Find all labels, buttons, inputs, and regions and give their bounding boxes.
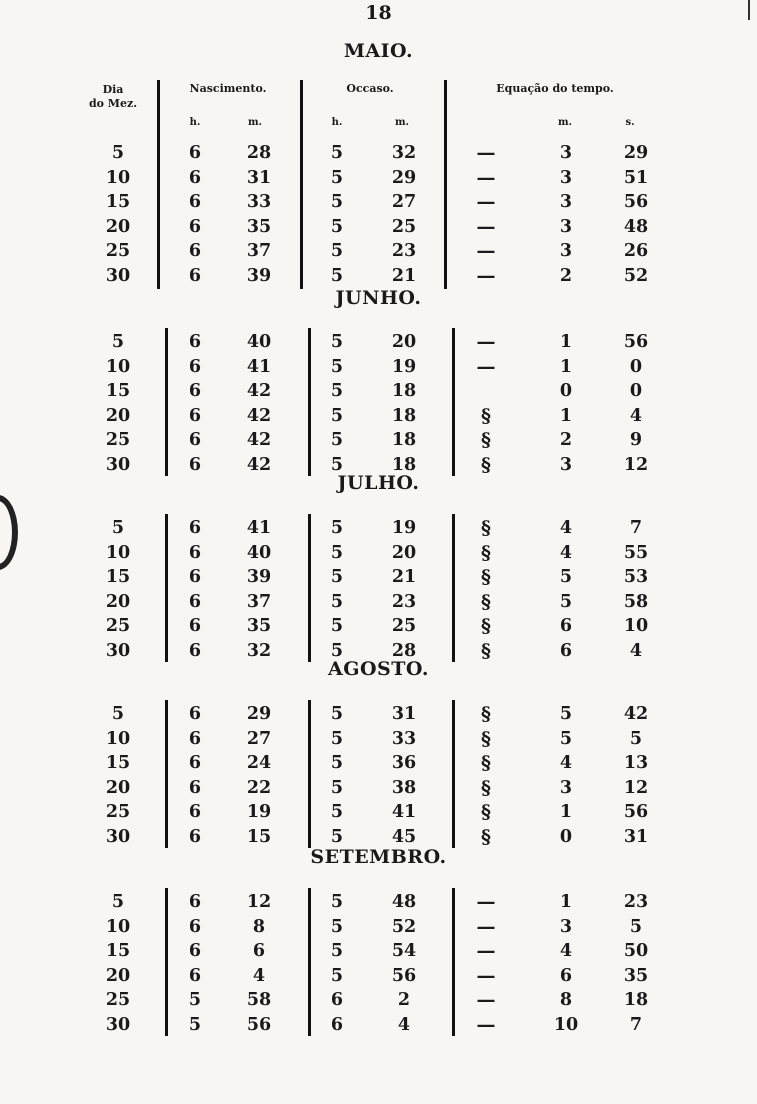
cell-rise-m: 35 bbox=[246, 216, 272, 237]
cell-sign: § bbox=[481, 801, 491, 824]
cell-rise-h: 6 bbox=[188, 567, 202, 588]
subheader-eq-s: s. bbox=[625, 117, 635, 128]
cell-eq-s: 4 bbox=[629, 405, 643, 426]
cell-set-m: 18 bbox=[391, 405, 417, 426]
cell-day: 5 bbox=[111, 332, 125, 352]
cell-set-h: 5 bbox=[330, 704, 344, 724]
cell-set-h: 5 bbox=[330, 567, 344, 588]
cell-sign: § bbox=[481, 826, 491, 848]
cell-rise-m: 42 bbox=[246, 455, 272, 475]
cell-eq-s: 7 bbox=[629, 1015, 643, 1035]
cell-set-m: 25 bbox=[391, 616, 417, 637]
cell-day: 25 bbox=[105, 802, 131, 823]
cell-rise-m: 4 bbox=[252, 965, 266, 986]
cell-set-m: 23 bbox=[391, 591, 417, 612]
cell-sign: § bbox=[481, 454, 491, 476]
cell-set-m: 45 bbox=[391, 827, 417, 847]
cell-eq-s: 52 bbox=[623, 266, 649, 286]
cell-eq-m: 1 bbox=[559, 332, 573, 352]
cell-eq-m: 3 bbox=[559, 916, 573, 937]
cell-set-h: 5 bbox=[330, 356, 344, 377]
column-rule bbox=[452, 328, 455, 476]
cell-set-m: 18 bbox=[391, 381, 417, 402]
cell-rise-h: 6 bbox=[188, 802, 202, 823]
cell-eq-m: 3 bbox=[559, 241, 573, 262]
header-do-mez: do Mez. bbox=[88, 97, 138, 110]
cell-rise-h: 6 bbox=[188, 455, 202, 475]
cell-rise-h: 6 bbox=[188, 430, 202, 451]
subheader-rise-m: m. bbox=[247, 117, 263, 128]
cell-eq-m: 3 bbox=[559, 455, 573, 475]
cell-rise-m: 42 bbox=[246, 430, 272, 451]
cell-set-m: 27 bbox=[391, 192, 417, 213]
cell-eq-s: 29 bbox=[623, 143, 649, 163]
cell-rise-h: 6 bbox=[188, 542, 202, 563]
cell-set-h: 5 bbox=[330, 167, 344, 188]
cell-rise-m: 40 bbox=[246, 332, 272, 352]
cell-sign: — bbox=[476, 191, 496, 214]
cell-eq-m: 8 bbox=[559, 990, 573, 1011]
cell-set-m: 19 bbox=[391, 518, 417, 538]
cell-rise-m: 22 bbox=[246, 777, 272, 798]
cell-day: 15 bbox=[105, 567, 131, 588]
cell-rise-m: 40 bbox=[246, 542, 272, 563]
cell-rise-h: 6 bbox=[188, 753, 202, 774]
cell-rise-m: 42 bbox=[246, 381, 272, 402]
cell-sign: § bbox=[481, 517, 491, 539]
cell-day: 10 bbox=[105, 356, 131, 377]
cell-day: 30 bbox=[105, 266, 131, 286]
cell-day: 25 bbox=[105, 430, 131, 451]
cell-eq-m: 4 bbox=[559, 941, 573, 962]
cell-rise-h: 6 bbox=[188, 332, 202, 352]
cell-set-m: 23 bbox=[391, 241, 417, 262]
column-rule bbox=[444, 80, 447, 289]
cell-set-h: 5 bbox=[330, 518, 344, 538]
cell-day: 20 bbox=[105, 216, 131, 237]
cell-day: 15 bbox=[105, 941, 131, 962]
subheader-rise-h: h. bbox=[189, 117, 201, 128]
cell-day: 5 bbox=[111, 704, 125, 724]
cell-sign: — bbox=[476, 142, 496, 164]
cell-sign: — bbox=[476, 989, 496, 1012]
cell-eq-s: 55 bbox=[623, 542, 649, 563]
month-title: SETEMBRO. bbox=[310, 846, 447, 868]
month-title: JULHO. bbox=[337, 472, 420, 494]
cell-set-h: 5 bbox=[330, 616, 344, 637]
cell-set-m: 2 bbox=[397, 990, 411, 1011]
cell-rise-m: 33 bbox=[246, 192, 272, 213]
cell-sign: — bbox=[476, 166, 496, 189]
cell-day: 5 bbox=[111, 518, 125, 538]
cell-eq-m: 4 bbox=[559, 518, 573, 538]
cell-rise-h: 6 bbox=[188, 941, 202, 962]
cell-eq-m: 5 bbox=[559, 591, 573, 612]
cell-rise-m: 12 bbox=[246, 892, 272, 912]
cell-sign: — bbox=[476, 940, 496, 963]
subheader-eq-m: m. bbox=[557, 117, 573, 128]
cell-rise-h: 6 bbox=[188, 641, 202, 661]
cell-eq-m: 3 bbox=[559, 216, 573, 237]
cell-set-h: 5 bbox=[330, 455, 344, 475]
cell-set-m: 56 bbox=[391, 965, 417, 986]
cell-eq-s: 5 bbox=[629, 728, 643, 749]
cell-day: 30 bbox=[105, 827, 131, 847]
cell-rise-m: 28 bbox=[246, 143, 272, 163]
cell-rise-h: 6 bbox=[188, 192, 202, 213]
cell-eq-m: 1 bbox=[559, 405, 573, 426]
cell-day: 10 bbox=[105, 728, 131, 749]
page-number: 18 bbox=[365, 2, 392, 24]
cell-set-h: 5 bbox=[330, 381, 344, 402]
cell-rise-h: 6 bbox=[188, 143, 202, 163]
cell-eq-m: 3 bbox=[559, 167, 573, 188]
cell-sign: — bbox=[476, 265, 496, 287]
cell-rise-m: 6 bbox=[252, 941, 266, 962]
cell-rise-h: 6 bbox=[188, 266, 202, 286]
cell-eq-m: 0 bbox=[559, 381, 573, 402]
cell-day: 15 bbox=[105, 381, 131, 402]
cell-sign: — bbox=[476, 331, 496, 353]
cell-set-h: 5 bbox=[330, 753, 344, 774]
cell-set-m: 18 bbox=[391, 455, 417, 475]
cell-rise-h: 5 bbox=[188, 990, 202, 1011]
cell-rise-m: 24 bbox=[246, 753, 272, 774]
cell-sign: — bbox=[476, 215, 496, 238]
cell-rise-m: 56 bbox=[246, 1015, 272, 1035]
cell-set-h: 5 bbox=[330, 892, 344, 912]
cell-eq-m: 6 bbox=[559, 641, 573, 661]
cell-eq-s: 18 bbox=[623, 990, 649, 1011]
cell-set-h: 5 bbox=[330, 916, 344, 937]
cell-sign: § bbox=[481, 703, 491, 725]
cell-set-m: 29 bbox=[391, 167, 417, 188]
cell-eq-s: 5 bbox=[629, 916, 643, 937]
cell-rise-m: 37 bbox=[246, 241, 272, 262]
cell-rise-m: 39 bbox=[246, 567, 272, 588]
cell-set-h: 5 bbox=[330, 802, 344, 823]
cell-rise-m: 31 bbox=[246, 167, 272, 188]
cell-set-h: 6 bbox=[330, 1015, 344, 1035]
cell-eq-s: 4 bbox=[629, 641, 643, 661]
column-rule bbox=[308, 700, 311, 848]
column-rule bbox=[308, 888, 311, 1036]
column-rule bbox=[165, 328, 168, 476]
cell-eq-s: 48 bbox=[623, 216, 649, 237]
month-title: AGOSTO. bbox=[328, 658, 429, 680]
cell-set-m: 20 bbox=[391, 332, 417, 352]
cell-rise-h: 6 bbox=[188, 728, 202, 749]
cell-eq-s: 0 bbox=[629, 381, 643, 402]
cell-eq-s: 12 bbox=[623, 777, 649, 798]
cell-eq-m: 10 bbox=[553, 1015, 579, 1035]
cell-eq-s: 10 bbox=[623, 616, 649, 637]
cell-rise-h: 6 bbox=[188, 405, 202, 426]
cell-eq-m: 6 bbox=[559, 616, 573, 637]
binding-hole-mark bbox=[0, 495, 18, 570]
cell-rise-m: 29 bbox=[246, 704, 272, 724]
cell-set-h: 5 bbox=[330, 542, 344, 563]
cell-eq-m: 1 bbox=[559, 892, 573, 912]
cell-set-h: 5 bbox=[330, 827, 344, 847]
cell-set-m: 25 bbox=[391, 216, 417, 237]
cell-sign: § bbox=[481, 590, 491, 613]
cell-sign: § bbox=[481, 640, 491, 662]
cell-rise-h: 6 bbox=[188, 965, 202, 986]
cell-sign: — bbox=[476, 915, 496, 938]
cell-eq-m: 1 bbox=[559, 802, 573, 823]
cell-rise-h: 6 bbox=[188, 381, 202, 402]
cell-eq-s: 9 bbox=[629, 430, 643, 451]
column-rule bbox=[452, 700, 455, 848]
column-rule bbox=[308, 514, 311, 662]
cell-set-h: 6 bbox=[330, 990, 344, 1011]
cell-set-m: 33 bbox=[391, 728, 417, 749]
cell-set-m: 48 bbox=[391, 892, 417, 912]
cell-rise-m: 42 bbox=[246, 405, 272, 426]
cell-sign: § bbox=[481, 615, 491, 638]
cell-set-h: 5 bbox=[330, 965, 344, 986]
cell-eq-m: 2 bbox=[559, 430, 573, 451]
cell-eq-s: 26 bbox=[623, 241, 649, 262]
cell-eq-m: 5 bbox=[559, 567, 573, 588]
cell-set-m: 52 bbox=[391, 916, 417, 937]
column-rule bbox=[308, 328, 311, 476]
cell-eq-m: 5 bbox=[559, 704, 573, 724]
cell-eq-s: 51 bbox=[623, 167, 649, 188]
cell-eq-s: 53 bbox=[623, 567, 649, 588]
cell-eq-m: 5 bbox=[559, 728, 573, 749]
cell-set-m: 19 bbox=[391, 356, 417, 377]
cell-set-h: 5 bbox=[330, 143, 344, 163]
cell-set-m: 28 bbox=[391, 641, 417, 661]
cell-day: 10 bbox=[105, 542, 131, 563]
cell-sign: § bbox=[481, 429, 491, 452]
cell-eq-s: 58 bbox=[623, 591, 649, 612]
cell-eq-s: 23 bbox=[623, 892, 649, 912]
cell-day: 30 bbox=[105, 455, 131, 475]
cell-set-m: 36 bbox=[391, 753, 417, 774]
column-rule bbox=[300, 80, 303, 289]
cell-set-h: 5 bbox=[330, 192, 344, 213]
cell-rise-m: 41 bbox=[246, 518, 272, 538]
cell-eq-m: 3 bbox=[559, 777, 573, 798]
cell-day: 5 bbox=[111, 892, 125, 912]
cell-rise-h: 6 bbox=[188, 892, 202, 912]
cell-set-m: 31 bbox=[391, 704, 417, 724]
cell-day: 20 bbox=[105, 965, 131, 986]
cell-eq-m: 2 bbox=[559, 266, 573, 286]
cell-eq-s: 31 bbox=[623, 827, 649, 847]
cell-sign: § bbox=[481, 541, 491, 564]
cell-set-m: 21 bbox=[391, 266, 417, 286]
cell-rise-h: 6 bbox=[188, 216, 202, 237]
column-rule bbox=[165, 888, 168, 1036]
cell-eq-m: 4 bbox=[559, 753, 573, 774]
cell-set-h: 5 bbox=[330, 430, 344, 451]
cell-rise-m: 37 bbox=[246, 591, 272, 612]
cell-set-m: 54 bbox=[391, 941, 417, 962]
cell-eq-s: 0 bbox=[629, 356, 643, 377]
cell-eq-s: 42 bbox=[623, 704, 649, 724]
cell-set-h: 5 bbox=[330, 641, 344, 661]
cell-eq-s: 7 bbox=[629, 518, 643, 538]
cell-sign: — bbox=[476, 240, 496, 263]
cell-eq-s: 56 bbox=[623, 332, 649, 352]
cell-set-m: 20 bbox=[391, 542, 417, 563]
cell-eq-s: 12 bbox=[623, 455, 649, 475]
subheader-set-m: m. bbox=[394, 117, 410, 128]
column-rule bbox=[452, 514, 455, 662]
cell-eq-m: 6 bbox=[559, 965, 573, 986]
column-rule bbox=[165, 700, 168, 848]
cell-eq-m: 3 bbox=[559, 143, 573, 163]
cell-sign: § bbox=[481, 752, 491, 775]
column-rule bbox=[157, 80, 160, 289]
cell-set-h: 5 bbox=[330, 216, 344, 237]
cell-set-m: 32 bbox=[391, 143, 417, 163]
cell-rise-h: 6 bbox=[188, 704, 202, 724]
header-nascimento: Nascimento. bbox=[189, 82, 267, 95]
cell-eq-s: 13 bbox=[623, 753, 649, 774]
cell-day: 20 bbox=[105, 405, 131, 426]
cell-rise-h: 6 bbox=[188, 916, 202, 937]
cell-eq-s: 35 bbox=[623, 965, 649, 986]
cell-set-h: 5 bbox=[330, 332, 344, 352]
cell-rise-h: 5 bbox=[188, 1015, 202, 1035]
cell-eq-s: 56 bbox=[623, 192, 649, 213]
cell-sign: — bbox=[476, 891, 496, 913]
cell-rise-m: 39 bbox=[246, 266, 272, 286]
cell-day: 25 bbox=[105, 990, 131, 1011]
cell-rise-h: 6 bbox=[188, 518, 202, 538]
cell-day: 15 bbox=[105, 192, 131, 213]
cell-sign: — bbox=[476, 1014, 496, 1036]
cell-set-h: 5 bbox=[330, 405, 344, 426]
cell-rise-m: 15 bbox=[246, 827, 272, 847]
header-dia: Dia bbox=[102, 83, 124, 96]
cell-eq-s: 56 bbox=[623, 802, 649, 823]
cell-sign: § bbox=[481, 727, 491, 750]
cell-set-m: 38 bbox=[391, 777, 417, 798]
cell-set-h: 5 bbox=[330, 241, 344, 262]
cell-eq-m: 4 bbox=[559, 542, 573, 563]
cell-sign: — bbox=[476, 964, 496, 987]
cell-eq-m: 1 bbox=[559, 356, 573, 377]
header-equacao: Equação do tempo. bbox=[496, 82, 614, 95]
cell-rise-m: 27 bbox=[246, 728, 272, 749]
cell-day: 25 bbox=[105, 616, 131, 637]
cell-day: 30 bbox=[105, 641, 131, 661]
cell-day: 10 bbox=[105, 167, 131, 188]
cell-set-m: 21 bbox=[391, 567, 417, 588]
cell-sign: § bbox=[481, 566, 491, 589]
cell-day: 10 bbox=[105, 916, 131, 937]
cell-set-m: 41 bbox=[391, 802, 417, 823]
cell-set-h: 5 bbox=[330, 591, 344, 612]
column-rule bbox=[452, 888, 455, 1036]
cell-set-m: 4 bbox=[397, 1015, 411, 1035]
cell-sign: § bbox=[481, 776, 491, 799]
subheader-set-h: h. bbox=[331, 117, 343, 128]
cell-sign: § bbox=[481, 404, 491, 427]
cell-day: 25 bbox=[105, 241, 131, 262]
cell-rise-h: 6 bbox=[188, 356, 202, 377]
cell-day: 30 bbox=[105, 1015, 131, 1035]
header-occaso: Occaso. bbox=[346, 82, 394, 95]
cell-eq-m: 0 bbox=[559, 827, 573, 847]
cell-rise-h: 6 bbox=[188, 777, 202, 798]
column-rule bbox=[165, 514, 168, 662]
cell-day: 5 bbox=[111, 143, 125, 163]
cell-set-h: 5 bbox=[330, 777, 344, 798]
cell-set-h: 5 bbox=[330, 266, 344, 286]
cell-set-h: 5 bbox=[330, 941, 344, 962]
cell-rise-h: 6 bbox=[188, 167, 202, 188]
cell-rise-h: 6 bbox=[188, 616, 202, 637]
cell-eq-m: 3 bbox=[559, 192, 573, 213]
cell-set-h: 5 bbox=[330, 728, 344, 749]
cell-sign: — bbox=[476, 355, 496, 378]
cell-rise-m: 8 bbox=[252, 916, 266, 937]
cell-rise-m: 35 bbox=[246, 616, 272, 637]
cell-set-m: 18 bbox=[391, 430, 417, 451]
cell-eq-s: 50 bbox=[623, 941, 649, 962]
cell-rise-h: 6 bbox=[188, 591, 202, 612]
cell-rise-h: 6 bbox=[188, 827, 202, 847]
month-title: MAIO. bbox=[343, 40, 414, 62]
cell-day: 20 bbox=[105, 591, 131, 612]
cell-day: 15 bbox=[105, 753, 131, 774]
cell-rise-m: 41 bbox=[246, 356, 272, 377]
cell-rise-m: 19 bbox=[246, 802, 272, 823]
cell-rise-m: 32 bbox=[246, 641, 272, 661]
cell-rise-m: 58 bbox=[246, 990, 272, 1011]
cell-rise-h: 6 bbox=[188, 241, 202, 262]
month-title: JUNHO. bbox=[335, 287, 422, 309]
cell-day: 20 bbox=[105, 777, 131, 798]
